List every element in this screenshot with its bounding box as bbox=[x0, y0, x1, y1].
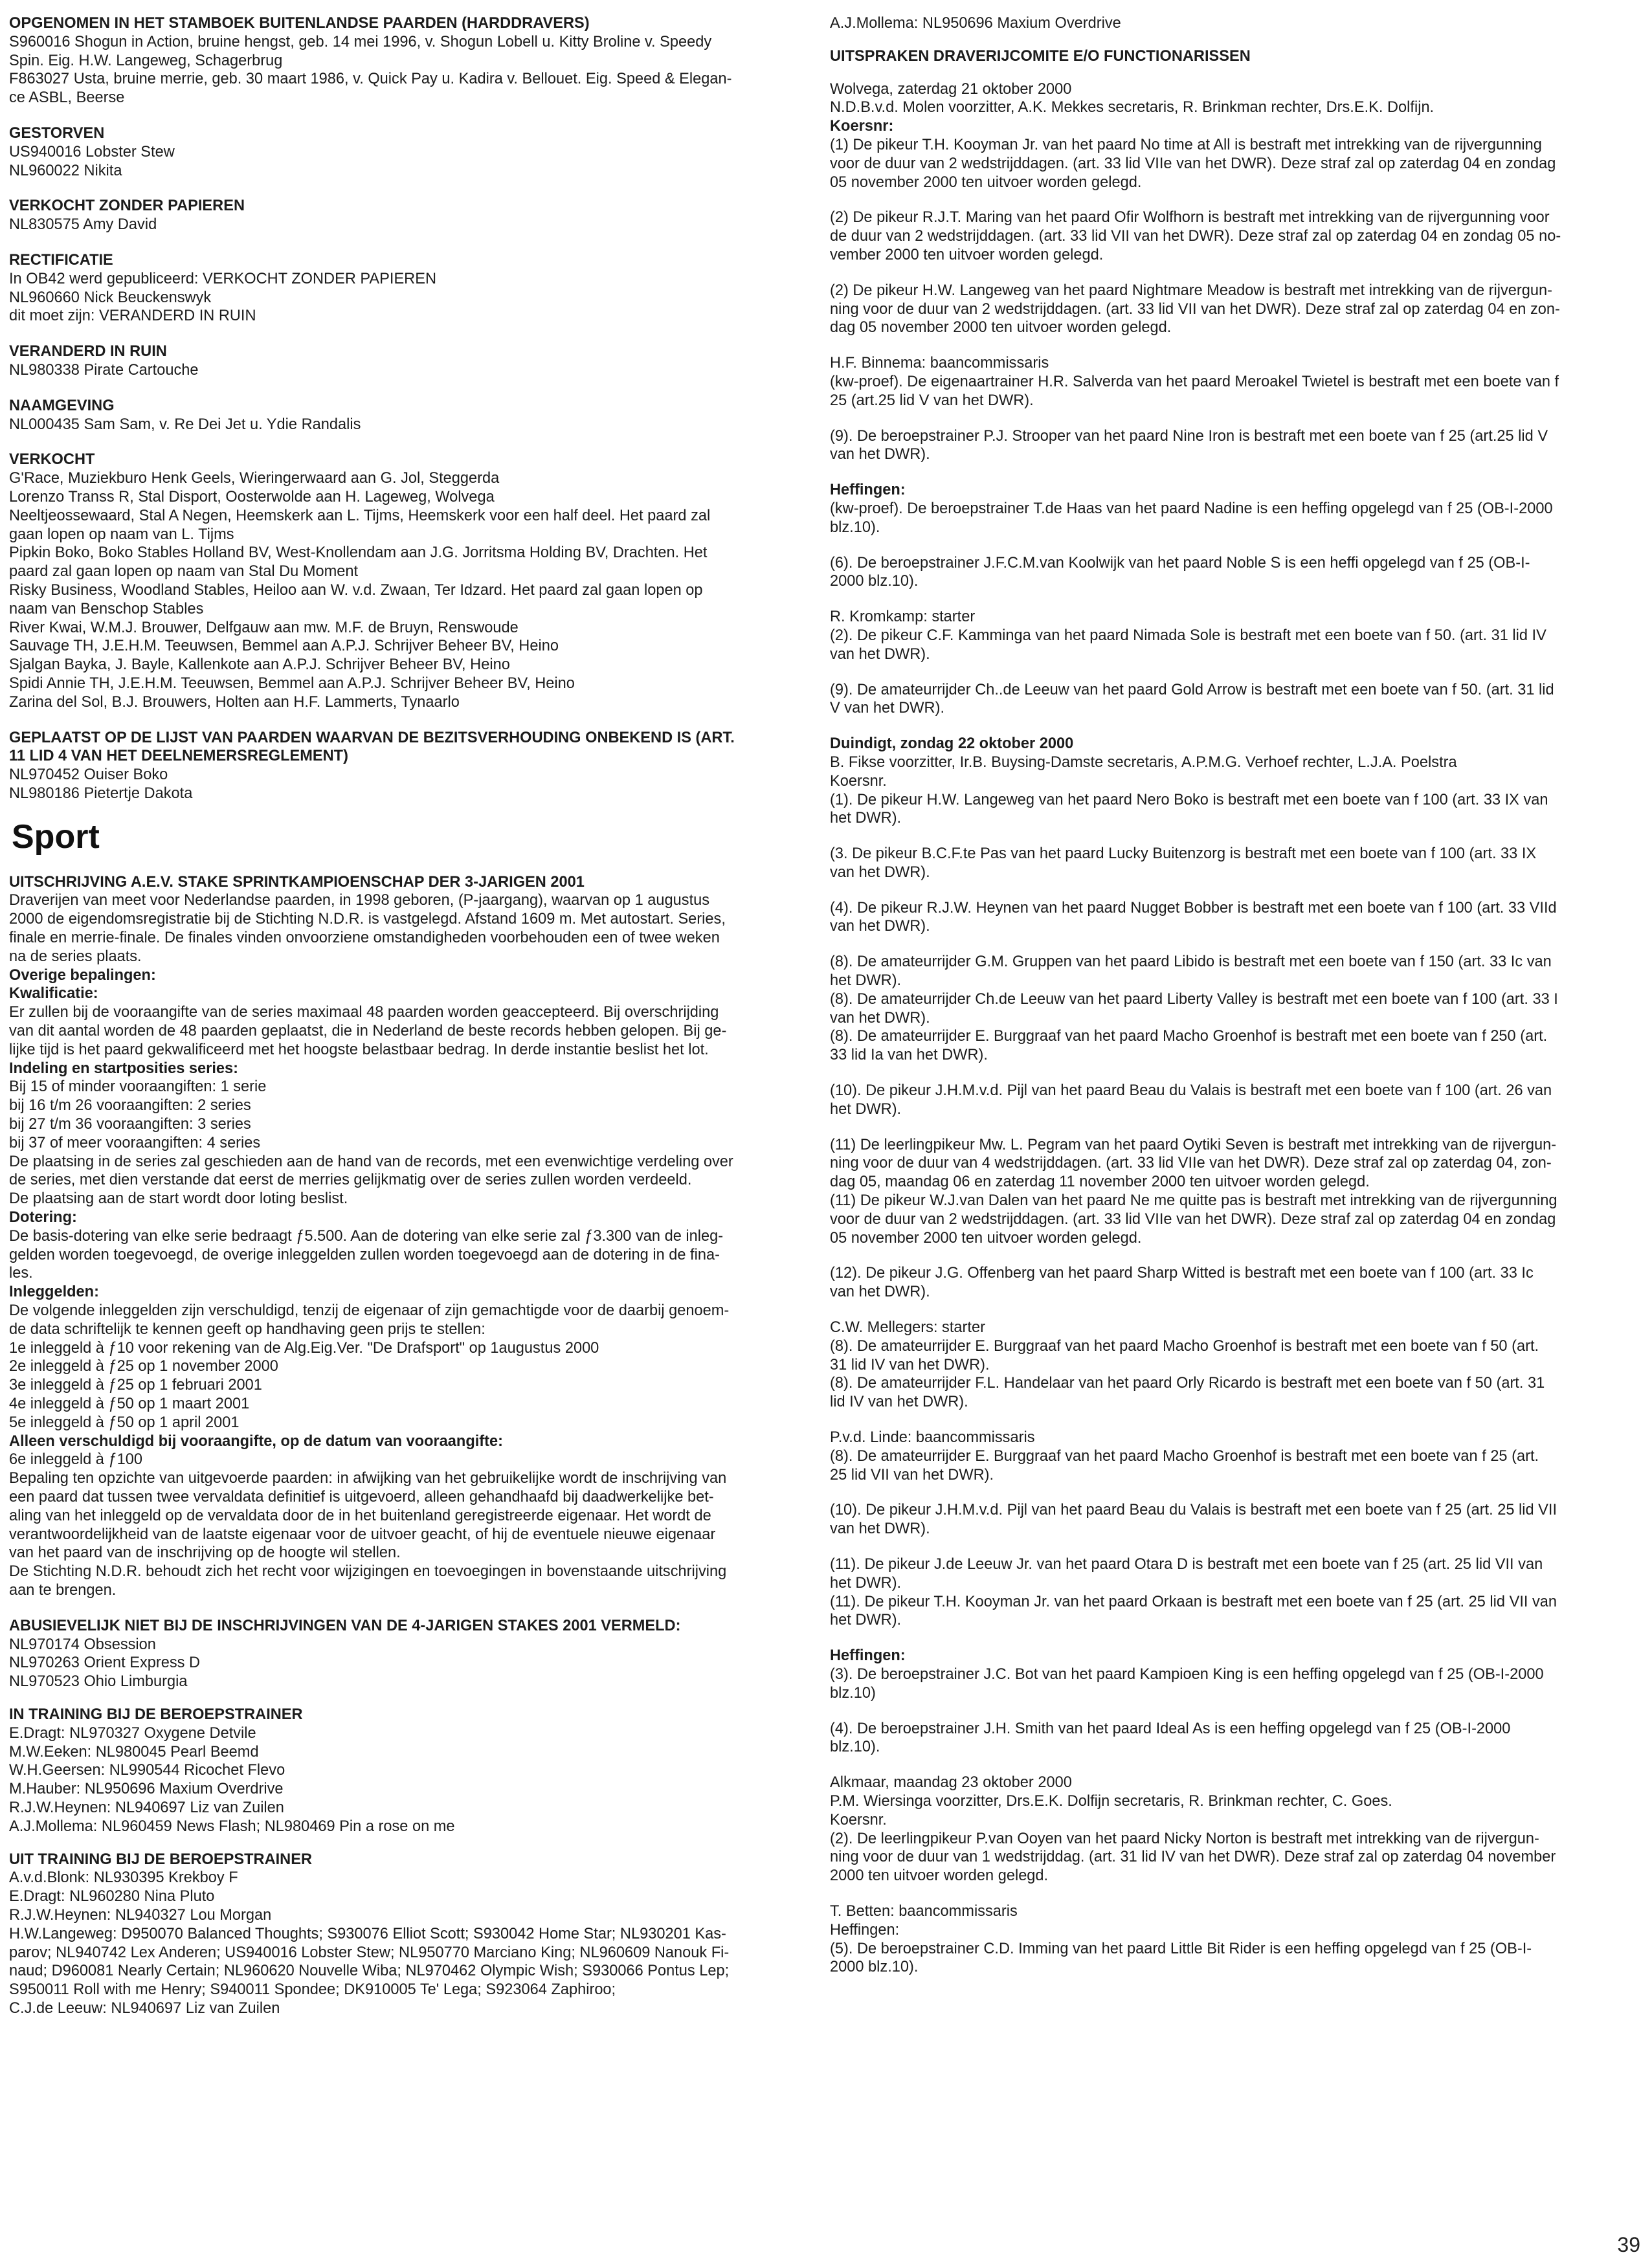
ruling-line: van het DWR). bbox=[830, 1284, 930, 1301]
uitschrijving-line: De plaatsing in de series zal geschieden aan de hand van de records, met een evenwichtige verdeling over bbox=[9, 1153, 733, 1170]
naamgeving-heading: NAAMGEVING bbox=[9, 397, 115, 414]
meeting-date: Duindigt, zondag 22 oktober 2000 bbox=[830, 735, 1074, 753]
heffingen-label: Heffingen: bbox=[830, 1921, 900, 1939]
ruling-line: van het DWR). bbox=[830, 918, 930, 935]
ruling-line: (1). De pikeur H.W. Langeweg van het paard Nero Boko is bestraft met een boete van f 100 (art. 33 IX van bbox=[830, 791, 1548, 808]
geplaatst-heading: 11 LID 4 VAN HET DEELNEMERSREGLEMENT) bbox=[9, 748, 348, 765]
uitschrijving-line: aling van het inleggeld op de vervaldata door de in het buitenland geregistreerde eigenaar. Het wordt de bbox=[9, 1507, 711, 1524]
uitschrijving-line: bij 37 of meer vooraangiften: 4 series bbox=[9, 1134, 261, 1151]
official-line: C.W. Mellegers: starter bbox=[830, 1319, 985, 1337]
verkocht-zonder-papieren-heading: VERKOCHT ZONDER PAPIEREN bbox=[9, 197, 245, 215]
in-training-line: M.Hauber: NL950696 Maxium Overdrive bbox=[9, 1781, 284, 1798]
sport-title: Sport bbox=[12, 817, 100, 856]
abusievelijk-section bbox=[9, 1617, 800, 1691]
committee-line: N.D.B.v.d. Molen voorzitter, A.K. Mekkes secretaris, R. Brinkman rechter, Drs.E.K. Dolfijn. bbox=[830, 99, 1434, 117]
gestorven-line: US940016 Lobster Stew bbox=[9, 143, 175, 161]
uitschrijving-heading: UITSCHRIJVING A.E.V. STAKE SPRINTKAMPIOENSCHAP DER 3-JARIGEN 2001 bbox=[9, 873, 585, 891]
ruling-line: 25 lid VII van het DWR). bbox=[830, 1466, 994, 1484]
koersnr-label: Koersnr. bbox=[830, 772, 887, 790]
rectificatie-line: In OB42 werd gepubliceerd: VERKOCHT ZONDER PAPIEREN bbox=[9, 270, 436, 287]
geplaatst-line: NL970452 Ouiser Boko bbox=[9, 766, 168, 784]
ruling-line: (11) De pikeur W.J.van Dalen van het paard Ne me quitte pas is bestraft met intrekking van de rijvergunning bbox=[830, 1192, 1557, 1210]
ruling-line: ning voor de duur van 4 wedstrijddagen. (art. 33 lid VIIe van het DWR). Deze straf zal op zaterdag 04, zon- bbox=[830, 1155, 1552, 1172]
ruling-line: het DWR). bbox=[830, 1612, 902, 1629]
page-number: 39 bbox=[1617, 2233, 1640, 2256]
geplaatst-heading: GEPLAATST OP DE LIJST VAN PAARDEN WAARVAN DE BEZITSVERHOUDING ONBEKEND IS (ART. bbox=[9, 729, 735, 746]
uitschrijving-line: 2e inleggeld à ƒ25 op 1 november 2000 bbox=[9, 1358, 278, 1375]
verkocht-line: Neeltjeossewaard, Stal A Negen, Heemskerk aan L. Tijms, Heemskerk voor een half deel. Het paard zal bbox=[9, 507, 711, 524]
veranderd-in-ruin-line: NL980338 Pirate Cartouche bbox=[9, 361, 199, 379]
ruling-line: van het DWR). bbox=[830, 446, 930, 463]
uitschrijving-line: bij 16 t/m 26 vooraangiften: 2 series bbox=[9, 1097, 251, 1115]
ruling-line: (10). De pikeur J.H.M.v.d. Pijl van het paard Beau du Valais is bestraft met een boete van f 100 (art. 26 van bbox=[830, 1082, 1552, 1100]
verkocht-line: Zarina del Sol, B.J. Brouwers, Holten aan H.F. Lammerts, Tynaarlo bbox=[9, 693, 460, 711]
uit-training-line: A.v.d.Blonk: NL930395 Krekboy F bbox=[9, 1869, 238, 1887]
heffingen-label: Heffingen: bbox=[830, 1647, 906, 1665]
official-line: P.v.d. Linde: baancommissaris bbox=[830, 1429, 1035, 1447]
in-training-line: R.J.W.Heynen: NL940697 Liz van Zuilen bbox=[9, 1799, 284, 1816]
gestorven-heading: GESTORVEN bbox=[9, 124, 105, 142]
uitschrijving-line: Bij 15 of minder vooraangiften: 1 serie bbox=[9, 1078, 267, 1096]
verkocht-line: River Kwai, W.M.J. Brouwer, Delfgauw aan mw. M.F. de Bruyn, Renswoude bbox=[9, 619, 519, 636]
uitschrijving-line: De volgende inleggelden zijn verschuldigd, tenzij de eigenaar of zijn gemachtigde voor de daarbij genoem- bbox=[9, 1302, 730, 1320]
ruling-line: ning voor de duur van 1 wedstrijddag. (art. 31 lid IV van het DWR). Deze straf zal op zaterdag 04 november bbox=[830, 1849, 1556, 1866]
uitschrijving-line: De plaatsing aan de start wordt door loting beslist. bbox=[9, 1190, 348, 1208]
uitschrijving-line: Bepaling ten opzichte van uitgevoerde paarden: in afwijking van het gebruikelijke wordt de inschrijving van bbox=[9, 1470, 727, 1487]
verkocht-line: Pipkin Boko, Boko Stables Holland BV, West-Knollendam aan J.G. Jorritsma Holding BV, Drachten. Het bbox=[9, 544, 708, 562]
official-line: T. Betten: baancommissaris bbox=[830, 1902, 1018, 1920]
verkocht-line: Lorenzo Transs R, Stal Disport, Oosterwolde aan H. Lageweg, Wolvega bbox=[9, 488, 495, 506]
uitspraken-heading: UITSPRAKEN DRAVERIJCOMITE E/O FUNCTIONARISSEN bbox=[830, 47, 1251, 65]
alkmaar-section bbox=[830, 1773, 1643, 1977]
ruling-line: (4). De beroepstrainer J.H. Smith van het paard Ideal As is een heffing opgelegd van f 25 (OB-I-2000 bbox=[830, 1720, 1511, 1737]
verkocht-heading: VERKOCHT bbox=[9, 451, 95, 469]
gestorven-line: NL960022 Nikita bbox=[9, 162, 122, 179]
alleen-verschuldigd-subheading: Alleen verschuldigd bij vooraangifte, op de datum van vooraangifte: bbox=[9, 1432, 503, 1450]
ruling-line: V van het DWR). bbox=[830, 700, 944, 717]
uitschrijving-line: de data schriftelijk te kennen geeft op handhaving geen prijs te stellen: bbox=[9, 1320, 486, 1338]
in-training-line: W.H.Geersen: NL990544 Ricochet Flevo bbox=[9, 1762, 285, 1779]
abusievelijk-line: NL970174 Obsession bbox=[9, 1636, 156, 1653]
verkocht-line: Sauvage TH, J.E.H.M. Teeuwsen, Bemmel aan A.P.J. Schrijver Beheer BV, Heino bbox=[9, 638, 559, 655]
ruling-line: 33 lid Ia van het DWR). bbox=[830, 1047, 988, 1064]
ruling-line: (1) De pikeur T.H. Kooyman Jr. van het paard No time at All is bestraft met intrekking van de rijvergunning bbox=[830, 136, 1542, 153]
naamgeving-line: NL000435 Sam Sam, v. Re Dei Jet u. Ydie Randalis bbox=[9, 416, 361, 433]
ruling-line: dag 05 november 2000 ten uitvoer worden gelegd. bbox=[830, 319, 1172, 337]
ruling-line: (8). De amateurrijder F.L. Handelaar van het paard Orly Ricardo is bestraft met een boete van f 50 (art. 31 bbox=[830, 1375, 1545, 1392]
ruling-line: 31 lid IV van het DWR). bbox=[830, 1356, 990, 1373]
ruling-line: ning voor de duur van 2 wedstrijddagen. (art. 33 lid VII van het DWR). Deze straf zal op zaterdag 04 en zon- bbox=[830, 300, 1560, 318]
geplaatst-section bbox=[9, 729, 800, 803]
ruling-line: (11). De pikeur T.H. Kooyman Jr. van het paard Orkaan is bestraft met een boete van f 25 (art. 25 lid VII van bbox=[830, 1593, 1557, 1610]
ruling-line: (8). De amateurrijder E. Burggraaf van het paard Macho Groenhof is bestraft met een boete van f 25 (art. bbox=[830, 1447, 1539, 1465]
in-training-heading: IN TRAINING BIJ DE BEROEPSTRAINER bbox=[9, 1706, 303, 1723]
duindigt-section bbox=[830, 735, 1643, 1757]
ruling-line: (2). De leerlingpikeur P.van Ooyen van het paard Nicky Norton is bestraft met intrekking van de rijvergun- bbox=[830, 1830, 1539, 1847]
uit-training-line: naud; D960081 Nearly Certain; NL960620 Nouvelle Wiba; NL970462 Olympic Wish; S930066 Pontus Lep; bbox=[9, 1962, 730, 1980]
uitschrijving-line: Draverijen van meet voor Nederlandse paarden, in 1998 geboren, (P-jaargang), waarvan op 1 augustus bbox=[9, 892, 710, 909]
ruling-line: (2) De pikeur H.W. Langeweg van het paard Nightmare Meadow is bestraft met intrekking van de rijvergun- bbox=[830, 282, 1552, 299]
uitschrijving-line: een paard dat tussen twee vervaldata definitief is uitgevoerd, alleen gehandhaafd bij daadwerkelijke bet- bbox=[9, 1488, 714, 1506]
ruling-line: (10). De pikeur J.H.M.v.d. Pijl van het paard Beau du Valais is bestraft met een boete van f 25 (art. 25 lid VII bbox=[830, 1502, 1557, 1519]
uitschrijving-line: 4e inleggeld à ƒ50 op 1 maart 2001 bbox=[9, 1395, 250, 1412]
uitschrijving-line: 3e inleggeld à ƒ25 op 1 februari 2001 bbox=[9, 1377, 262, 1394]
verkocht-line: paard zal gaan lopen op naam van Stal Du Moment bbox=[9, 563, 359, 581]
committee-line: B. Fikse voorzitter, Ir.B. Buysing-Damste secretaris, A.P.M.G. Verhoef rechter, L.J.A. Poelstra bbox=[830, 753, 1457, 771]
verkocht-line: Spidi Annie TH, J.E.H.M. Teeuwsen, Bemmel aan A.P.J. Schrijver Beheer BV, Heino bbox=[9, 674, 575, 692]
ruling-line: (12). De pikeur J.G. Offenberg van het paard Sharp Witted is bestraft met een boete van f 100 (art. 33 Ic bbox=[830, 1265, 1534, 1282]
ruling-line: van het DWR). bbox=[830, 1520, 930, 1538]
rectificatie-line: NL960660 Nick Beuckenswyk bbox=[9, 289, 212, 306]
ruling-line: het DWR). bbox=[830, 972, 902, 990]
dotering-subheading: Dotering: bbox=[9, 1209, 77, 1227]
stamboek-line: S960016 Shogun in Action, bruine hengst, geb. 14 mei 1996, v. Shogun Lobell u. Kitty Broline v. Speedy bbox=[9, 33, 712, 50]
in-training-line: M.W.Eeken: NL980045 Pearl Beemd bbox=[9, 1743, 259, 1761]
uitschrijving-line: De basis-dotering van elke serie bedraagt ƒ5.500. Aan de dotering van elke serie zal ƒ3.300 van de inleg- bbox=[9, 1227, 724, 1245]
uit-training-line: E.Dragt: NL960280 Nina Pluto bbox=[9, 1888, 215, 1906]
uitschrijving-line: van het paard van de inschrijving op de hoogte wil stellen. bbox=[9, 1544, 401, 1562]
koersnr-label: Koersnr. bbox=[830, 1811, 887, 1829]
committee-line: P.M. Wiersinga voorzitter, Drs.E.K. Dolfijn secretaris, R. Brinkman rechter, C. Goes. bbox=[830, 1792, 1392, 1810]
uitschrijving-line: gelden worden toegevoegd, de overige inleggelden zullen worden toegevoegd aan de dotering in de fina- bbox=[9, 1246, 720, 1263]
uit-training-heading: UIT TRAINING BIJ DE BEROEPSTRAINER bbox=[9, 1851, 312, 1868]
in-training-line: E.Dragt: NL970327 Oxygene Detvile bbox=[9, 1724, 256, 1742]
kwalificatie-subheading: Kwalificatie: bbox=[9, 985, 98, 1003]
top-line: A.J.Mollema: NL950696 Maxium Overdrive bbox=[830, 15, 1121, 32]
uitschrijving-line: 6e inleggeld à ƒ100 bbox=[9, 1451, 142, 1469]
stamboek-line: ce ASBL, Beerse bbox=[9, 89, 125, 107]
ruling-line: (8). De amateurrijder E. Burggraaf van het paard Macho Groenhof is bestraft met een boete van f 50 (art. bbox=[830, 1337, 1539, 1355]
ruling-line: (kw-proef). De eigenaartrainer H.R. Salverda van het paard Meroakel Twietel is bestraft met een boete van f bbox=[830, 373, 1559, 390]
uitschrijving-line: lijke tijd is het paard gekwalificeerd met het hoogste belastbaar bedrag. In derde instantie beslist het lot. bbox=[9, 1041, 709, 1058]
koersnr-label: Koersnr: bbox=[830, 118, 894, 135]
in-training-section bbox=[9, 1706, 800, 1836]
official-line: H.F. Binnema: baancommissaris bbox=[830, 355, 1049, 372]
ruling-line: 2000 blz.10). bbox=[830, 573, 919, 590]
rectificatie-heading: RECTIFICATIE bbox=[9, 251, 113, 269]
uitschrijving-line: 5e inleggeld à ƒ50 op 1 april 2001 bbox=[9, 1414, 240, 1431]
uit-training-line: S950011 Roll with me Henry; S940011 Spondee; DK910005 Te' Lega; S923064 Zaphiroo; bbox=[9, 1981, 616, 1999]
heffingen-label: Heffingen: bbox=[830, 482, 906, 499]
ruling-line: van het DWR). bbox=[830, 863, 930, 881]
uit-training-line: R.J.W.Heynen: NL940327 Lou Morgan bbox=[9, 1906, 272, 1924]
ruling-line: het DWR). bbox=[830, 1100, 902, 1118]
ruling-line: (4). De pikeur R.J.W. Heynen van het paard Nugget Bobber is bestraft met een boete van f 100 (art. 33 VIId bbox=[830, 899, 1557, 917]
veranderd-in-ruin-section bbox=[9, 342, 800, 380]
ruling-line: (8). De amateurrijder E. Burggraaf van het paard Macho Groenhof is bestraft met een boete van f 250 (art. bbox=[830, 1028, 1548, 1045]
uit-training-section bbox=[9, 1851, 800, 2018]
uit-training-line: H.W.Langeweg: D950070 Balanced Thoughts; S930076 Elliot Scott; S930042 Home Star; NL930201 Kas- bbox=[9, 1925, 726, 1942]
ruling-line: (9). De beroepstrainer P.J. Strooper van het paard Nine Iron is bestraft met een boete van f 25 (art.25 lid V bbox=[830, 427, 1548, 445]
ruling-line: (6). De beroepstrainer J.F.C.M.van Koolwijk van het paard Noble S is een heffi opgelegd van f 25 (OB-I- bbox=[830, 554, 1530, 572]
left-column bbox=[9, 14, 800, 2018]
inleggelden-subheading: Inleggelden: bbox=[9, 1284, 99, 1301]
ruling-line: (8). De amateurrijder Ch.de Leeuw van het paard Liberty Valley is bestraft met een boete van f 100 (art. 33 I bbox=[830, 990, 1558, 1008]
ruling-line: (3. De pikeur B.C.F.te Pas van het paard Lucky Buitenzorg is bestraft met een boete van f 100 (art. 33 IX bbox=[830, 845, 1537, 863]
verkocht-line: G'Race, Muziekburo Henk Geels, Wieringerwaard aan G. Jol, Steggerda bbox=[9, 470, 500, 487]
ruling-line: (11) De leerlingpikeur Mw. L. Pegram van het paard Oytiki Seven is bestraft met intrekking van de rijvergun- bbox=[830, 1136, 1557, 1153]
meeting-date: Alkmaar, maandag 23 oktober 2000 bbox=[830, 1774, 1072, 1792]
abusievelijk-line: NL970523 Ohio Limburgia bbox=[9, 1673, 188, 1691]
ruling-line: het DWR). bbox=[830, 1574, 902, 1592]
ruling-line: van het DWR). bbox=[830, 645, 930, 663]
abusievelijk-line: NL970263 Orient Express D bbox=[9, 1654, 201, 1672]
uitschrijving-line: van dit aantal worden de 48 paarden geplaatst, die in Nederland de beste records hebben gelopen. Bij ge- bbox=[9, 1023, 727, 1040]
verkocht-line: naam van Benschop Stables bbox=[9, 600, 204, 617]
naamgeving-section bbox=[9, 397, 800, 434]
ruling-line: voor de duur van 2 wedstrijddagen. (art. 33 lid VIIe van het DWR). Deze straf zal op zaterdag 04 en zondag bbox=[830, 1210, 1556, 1228]
verkocht-line: gaan lopen op naam van L. Tijms bbox=[9, 526, 234, 543]
ruling-line: van het DWR). bbox=[830, 1009, 930, 1027]
ruling-line: (kw-proef). De beroepstrainer T.de Haas van het paard Nadine is een heffing opgelegd van f 25 (OB-I-2000 bbox=[830, 500, 1553, 517]
abusievelijk-heading: ABUSIEVELIJK NIET BIJ DE INSCHRIJVINGEN VAN DE 4-JARIGEN STAKES 2001 VERMELD: bbox=[9, 1617, 681, 1634]
ruling-line: het DWR). bbox=[830, 810, 902, 827]
ruling-line: 2000 blz.10). bbox=[830, 1959, 919, 1976]
meeting-date: Wolvega, zaterdag 21 oktober 2000 bbox=[830, 80, 1072, 98]
verkocht-line: Risky Business, Woodland Stables, Heiloo aan W. v.d. Zwaan, Ter Idzard. Het paard zal gaan lopen op bbox=[9, 581, 703, 599]
right-column bbox=[830, 14, 1643, 1977]
stamboek-line: Spin. Eig. H.W. Langeweg, Schagerbrug bbox=[9, 52, 283, 69]
stamboek-line: F863027 Usta, bruine merrie, geb. 30 maart 1986, v. Quick Pay u. Kadira v. Bellouet. Eig. Speed & Elegan- bbox=[9, 71, 732, 88]
uitschrijving-line: Er zullen bij de vooraangifte van de series maximaal 48 paarden worden geaccepteerd. Bij overschrijding bbox=[9, 1004, 719, 1021]
uitschrijving-line: 1e inleggeld à ƒ10 voor rekening van de Alg.Eig.Ver. "De Drafsport" op 1augustus 2000 bbox=[9, 1339, 599, 1357]
ruling-line: vember 2000 ten uitvoer worden gelegd. bbox=[830, 246, 1104, 263]
ruling-line: lid IV van het DWR). bbox=[830, 1394, 968, 1411]
ruling-line: (3). De beroepstrainer J.C. Bot van het paard Kampioen King is een heffing opgelegd van f 25 (OB-I-2000 bbox=[830, 1665, 1544, 1683]
uit-training-line: parov; NL940742 Lex Anderen; US940016 Lobster Stew; NL950770 Marciano King; NL960609 Nanouk Fi- bbox=[9, 1944, 730, 1961]
overige-subheading: Overige bepalingen: bbox=[9, 966, 156, 984]
stamboek-section bbox=[9, 14, 800, 107]
ruling-line: (2) De pikeur R.J.T. Maring van het paard Ofir Wolfhorn is bestraft met intrekking van de rijvergunning voor bbox=[830, 209, 1550, 227]
rectificatie-section bbox=[9, 251, 800, 326]
uitschrijving-line: les. bbox=[9, 1265, 33, 1282]
ruling-line: voor de duur van 2 wedstrijddagen. (art. 33 lid VIIe van het DWR). Deze straf zal op zaterdag 04 en zondag bbox=[830, 155, 1556, 172]
uit-training-line: C.J.de Leeuw: NL940697 Liz van Zuilen bbox=[9, 1999, 280, 2017]
uitschrijving-line: verantwoordelijkheid van de laatste eigenaar voor de uitvoer geacht, of hij de eventuele nieuwe eigenaar bbox=[9, 1526, 716, 1543]
ruling-line: 25 (art.25 lid V van het DWR). bbox=[830, 392, 1034, 409]
ruling-line: (5). De beroepstrainer C.D. Imming van het paard Little Bit Rider is een heffing opgelegd van f 25 (OB-I- bbox=[830, 1940, 1532, 1957]
ruling-line: (2). De pikeur C.F. Kamminga van het paard Nimada Sole is bestraft met een boete van f 50. (art. 31 lid IV bbox=[830, 627, 1546, 644]
uitschrijving-line: na de series plaats. bbox=[9, 948, 142, 965]
uitschrijving-line: finale en merrie-finale. De finales vinden onvoorziene omstandigheden voorbehouden een of twee weken bbox=[9, 929, 720, 947]
uitschrijving-line: 2000 de eigendomsregistratie bij de Stichting N.D.R. is vastgelegd. Afstand 1609 m. Met autostart. Series, bbox=[9, 911, 726, 928]
ruling-line: de duur van 2 wedstrijddagen. (art. 33 lid VII van het DWR). Deze straf zal op zaterdag 04 en zondag 05 no- bbox=[830, 228, 1561, 245]
indeling-subheading: Indeling en startposities series: bbox=[9, 1060, 239, 1077]
uitschrijving-line: de series, met dien verstande dat eerst de merries gelijkmatig over de series zullen worden verdeeld. bbox=[9, 1172, 692, 1189]
ruling-line: 05 november 2000 ten uitvoer worden gelegd. bbox=[830, 1229, 1142, 1247]
geplaatst-line: NL980186 Pietertje Dakota bbox=[9, 784, 193, 802]
uitschrijving-section bbox=[9, 873, 800, 1600]
ruling-line: (9). De amateurrijder Ch..de Leeuw van het paard Gold Arrow is bestraft met een boete van f 50. (art. 31 lid bbox=[830, 681, 1554, 698]
ruling-line: blz.10) bbox=[830, 1684, 876, 1702]
verkocht-section bbox=[9, 450, 800, 711]
verkocht-zonder-papieren-line: NL830575 Amy David bbox=[9, 216, 157, 234]
ruling-line: blz.10). bbox=[830, 518, 880, 536]
ruling-line: blz.10). bbox=[830, 1739, 880, 1756]
uitschrijving-line: De Stichting N.D.R. behoudt zich het recht voor wijzigingen en toevoegingen in bovenstaande uitschrijving bbox=[9, 1563, 727, 1581]
in-training-line: A.J.Mollema: NL960459 News Flash; NL980469 Pin a rose on me bbox=[9, 1818, 455, 1835]
official-line: R. Kromkamp: starter bbox=[830, 608, 976, 626]
gestorven-section bbox=[9, 124, 800, 180]
ruling-line: (8). De amateurrijder G.M. Gruppen van het paard Libido is bestraft met een boete van f 150 (art. 33 Ic van bbox=[830, 953, 1552, 971]
ruling-line: 05 november 2000 ten uitvoer worden gelegd. bbox=[830, 173, 1142, 191]
ruling-line: (11). De pikeur J.de Leeuw Jr. van het paard Otara D is bestraft met een boete van f 25 (art. 25 lid VII van bbox=[830, 1556, 1543, 1573]
wolvega-section bbox=[830, 80, 1643, 718]
rectificatie-line: dit moet zijn: VERANDERD IN RUIN bbox=[9, 307, 256, 325]
verkocht-line: Sjalgan Bayka, J. Bayle, Kallenkote aan A.P.J. Schrijver Beheer BV, Heino bbox=[9, 656, 510, 674]
veranderd-in-ruin-heading: VERANDERD IN RUIN bbox=[9, 343, 167, 361]
ruling-line: dag 05, maandag 06 en zaterdag 11 november 2000 ten uitvoer worden gelegd. bbox=[830, 1173, 1370, 1191]
ruling-line: 2000 ten uitvoer worden gelegd. bbox=[830, 1867, 1049, 1885]
verkocht-zonder-papieren-section bbox=[9, 197, 800, 234]
uitschrijving-line: bij 27 t/m 36 vooraangiften: 3 series bbox=[9, 1116, 251, 1133]
uitschrijving-line: aan te brengen. bbox=[9, 1581, 117, 1599]
stamboek-heading: OPGENOMEN IN HET STAMBOEK BUITENLANDSE PAARDEN (HARDDRAVERS) bbox=[9, 15, 590, 32]
